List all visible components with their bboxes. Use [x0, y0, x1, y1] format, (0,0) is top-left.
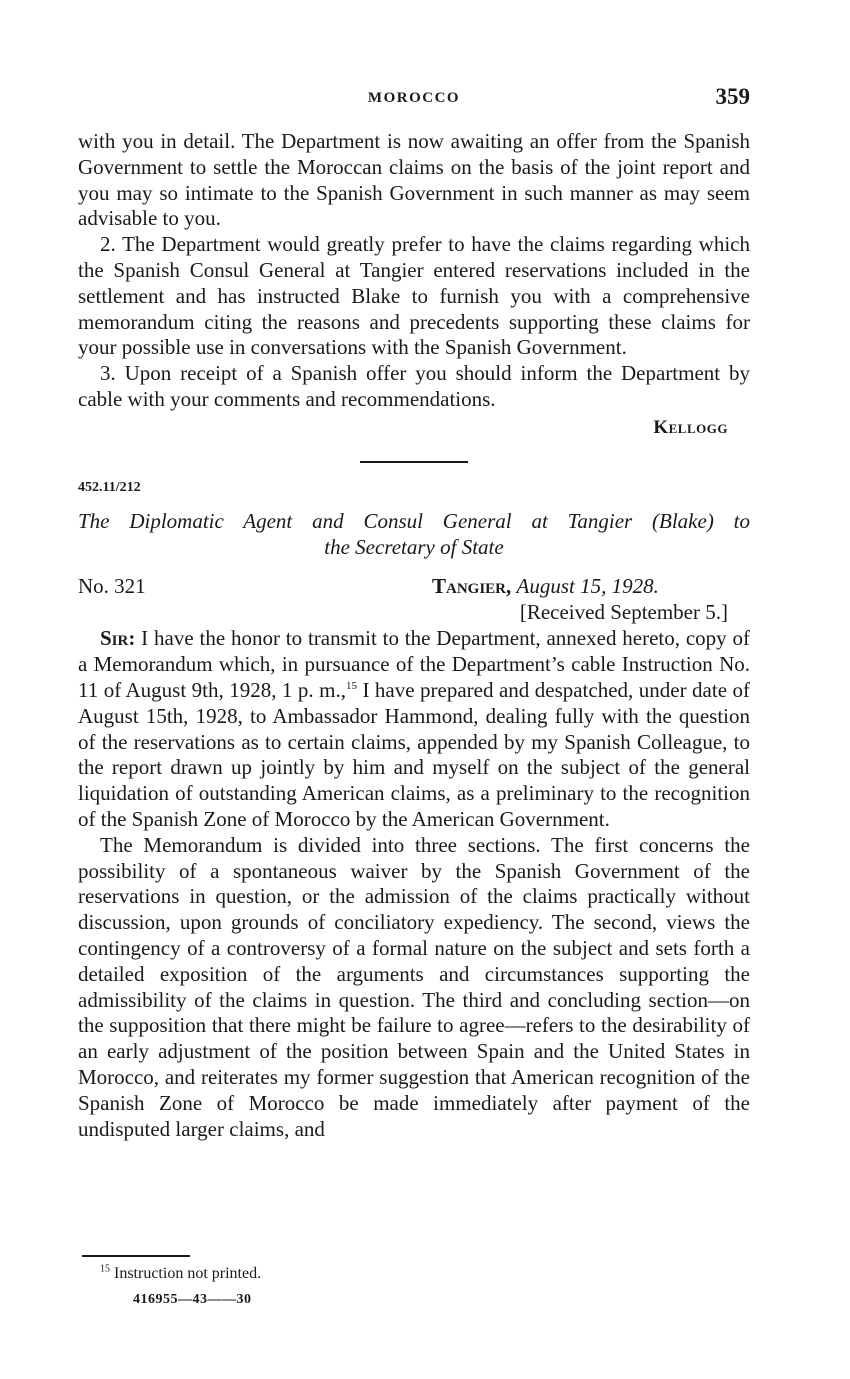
received-date: [Received September 5.] — [519, 600, 728, 625]
document-title-line-1: The Diplomatic Agent and Consul General at Tangier (Blake) to — [78, 509, 750, 534]
letter-paragraph-2: The Memorandum is divided into three sections. The first concerns the possibility of a spontaneous waiver by the Spanish Government of the reservations in question, or the admission of the claims practically without discussion, upon grounds of conciliatory expediency. The second, views the contingency of a controversy of a formal nature on the subject and sets forth a detailed exposition of the arguments and circumstances supporting the admissibility of the claims in question. The third and concluding section—on the supposition that there might be failure to agree—refers to the desirability of an early adjustment of the position between Spain and the United States in Morocco, and reiterates my former suggestion that American recognition of the Spanish Zone of Morocco be made immediately after payment of the undisputed larger claims, and — [78, 832, 750, 1141]
letter-paragraph-1-text-b: I have prepared and despatched, under date of August 15th, 1928, to Ambassador Hammond, dealing fully with the question of the reservations as to certain claims, appended by my Spanish Colleague, to the report drawn up jointly by him and myself on the subject of the general liquidation of outstanding American claims, as a preliminary to the recognition of the Spanish Zone of Morocco by the American Government. — [78, 677, 750, 831]
footnote-text: Instruction not printed. — [110, 1265, 262, 1282]
letter-paragraph-1 — [78, 626, 750, 832]
page-number: 359 — [715, 84, 750, 109]
date: August 15, 1928. — [516, 574, 659, 599]
dateline — [78, 574, 750, 626]
document-title — [78, 508, 750, 560]
numbered-paragraph-2: 2. The Department would greatly prefer to have the claims regarding which the Spanish Consul General at Tangier entered reservations included in the settlement and has instructed Blake to furnish you with a comprehensive memorandum citing the reasons and precedents supporting these claims for your possible use in conversations with the Spanish Government. — [78, 232, 750, 360]
document-number: No. 321 — [78, 574, 146, 599]
letter-paragraph-1-text-a: I have the honor to transmit to the Department, annexed hereto, copy of a Memorandum which, in pursuance of the Department’s cable Instruction No. 11 of August 9th, 1928, 1 p. m., — [78, 626, 750, 702]
printer-mark: 416955—43——30 — [133, 1292, 252, 1307]
signature-kellogg: Kellogg — [653, 416, 728, 438]
place-and-date — [432, 574, 659, 600]
place: Tangier, — [432, 574, 512, 599]
running-head — [78, 84, 750, 114]
footnote-number: 15 — [100, 1263, 110, 1275]
numbered-paragraph-3: 3. Upon receipt of a Spanish offer you should inform the Department by cable with your comments and recommendations. — [78, 361, 750, 411]
salutation: Sir: — [100, 626, 136, 651]
page-body — [78, 129, 750, 1142]
footnote — [100, 1265, 261, 1283]
document-title-line-2: the Secretary of State — [324, 535, 504, 560]
continuation-paragraph: with you in detail. The Department is now awaiting an offer from the Spanish Government to settle the Moroccan claims on the basis of the joint report and you may so intimate to the Spanish Government in such manner as may seem advisable to you. — [78, 129, 750, 231]
file-number: 452.11/212 — [78, 479, 141, 495]
footnote-divider — [82, 1255, 190, 1257]
running-title: MOROCCO — [367, 90, 461, 106]
section-divider — [360, 461, 468, 463]
footnote-reference: 15 — [345, 679, 357, 692]
